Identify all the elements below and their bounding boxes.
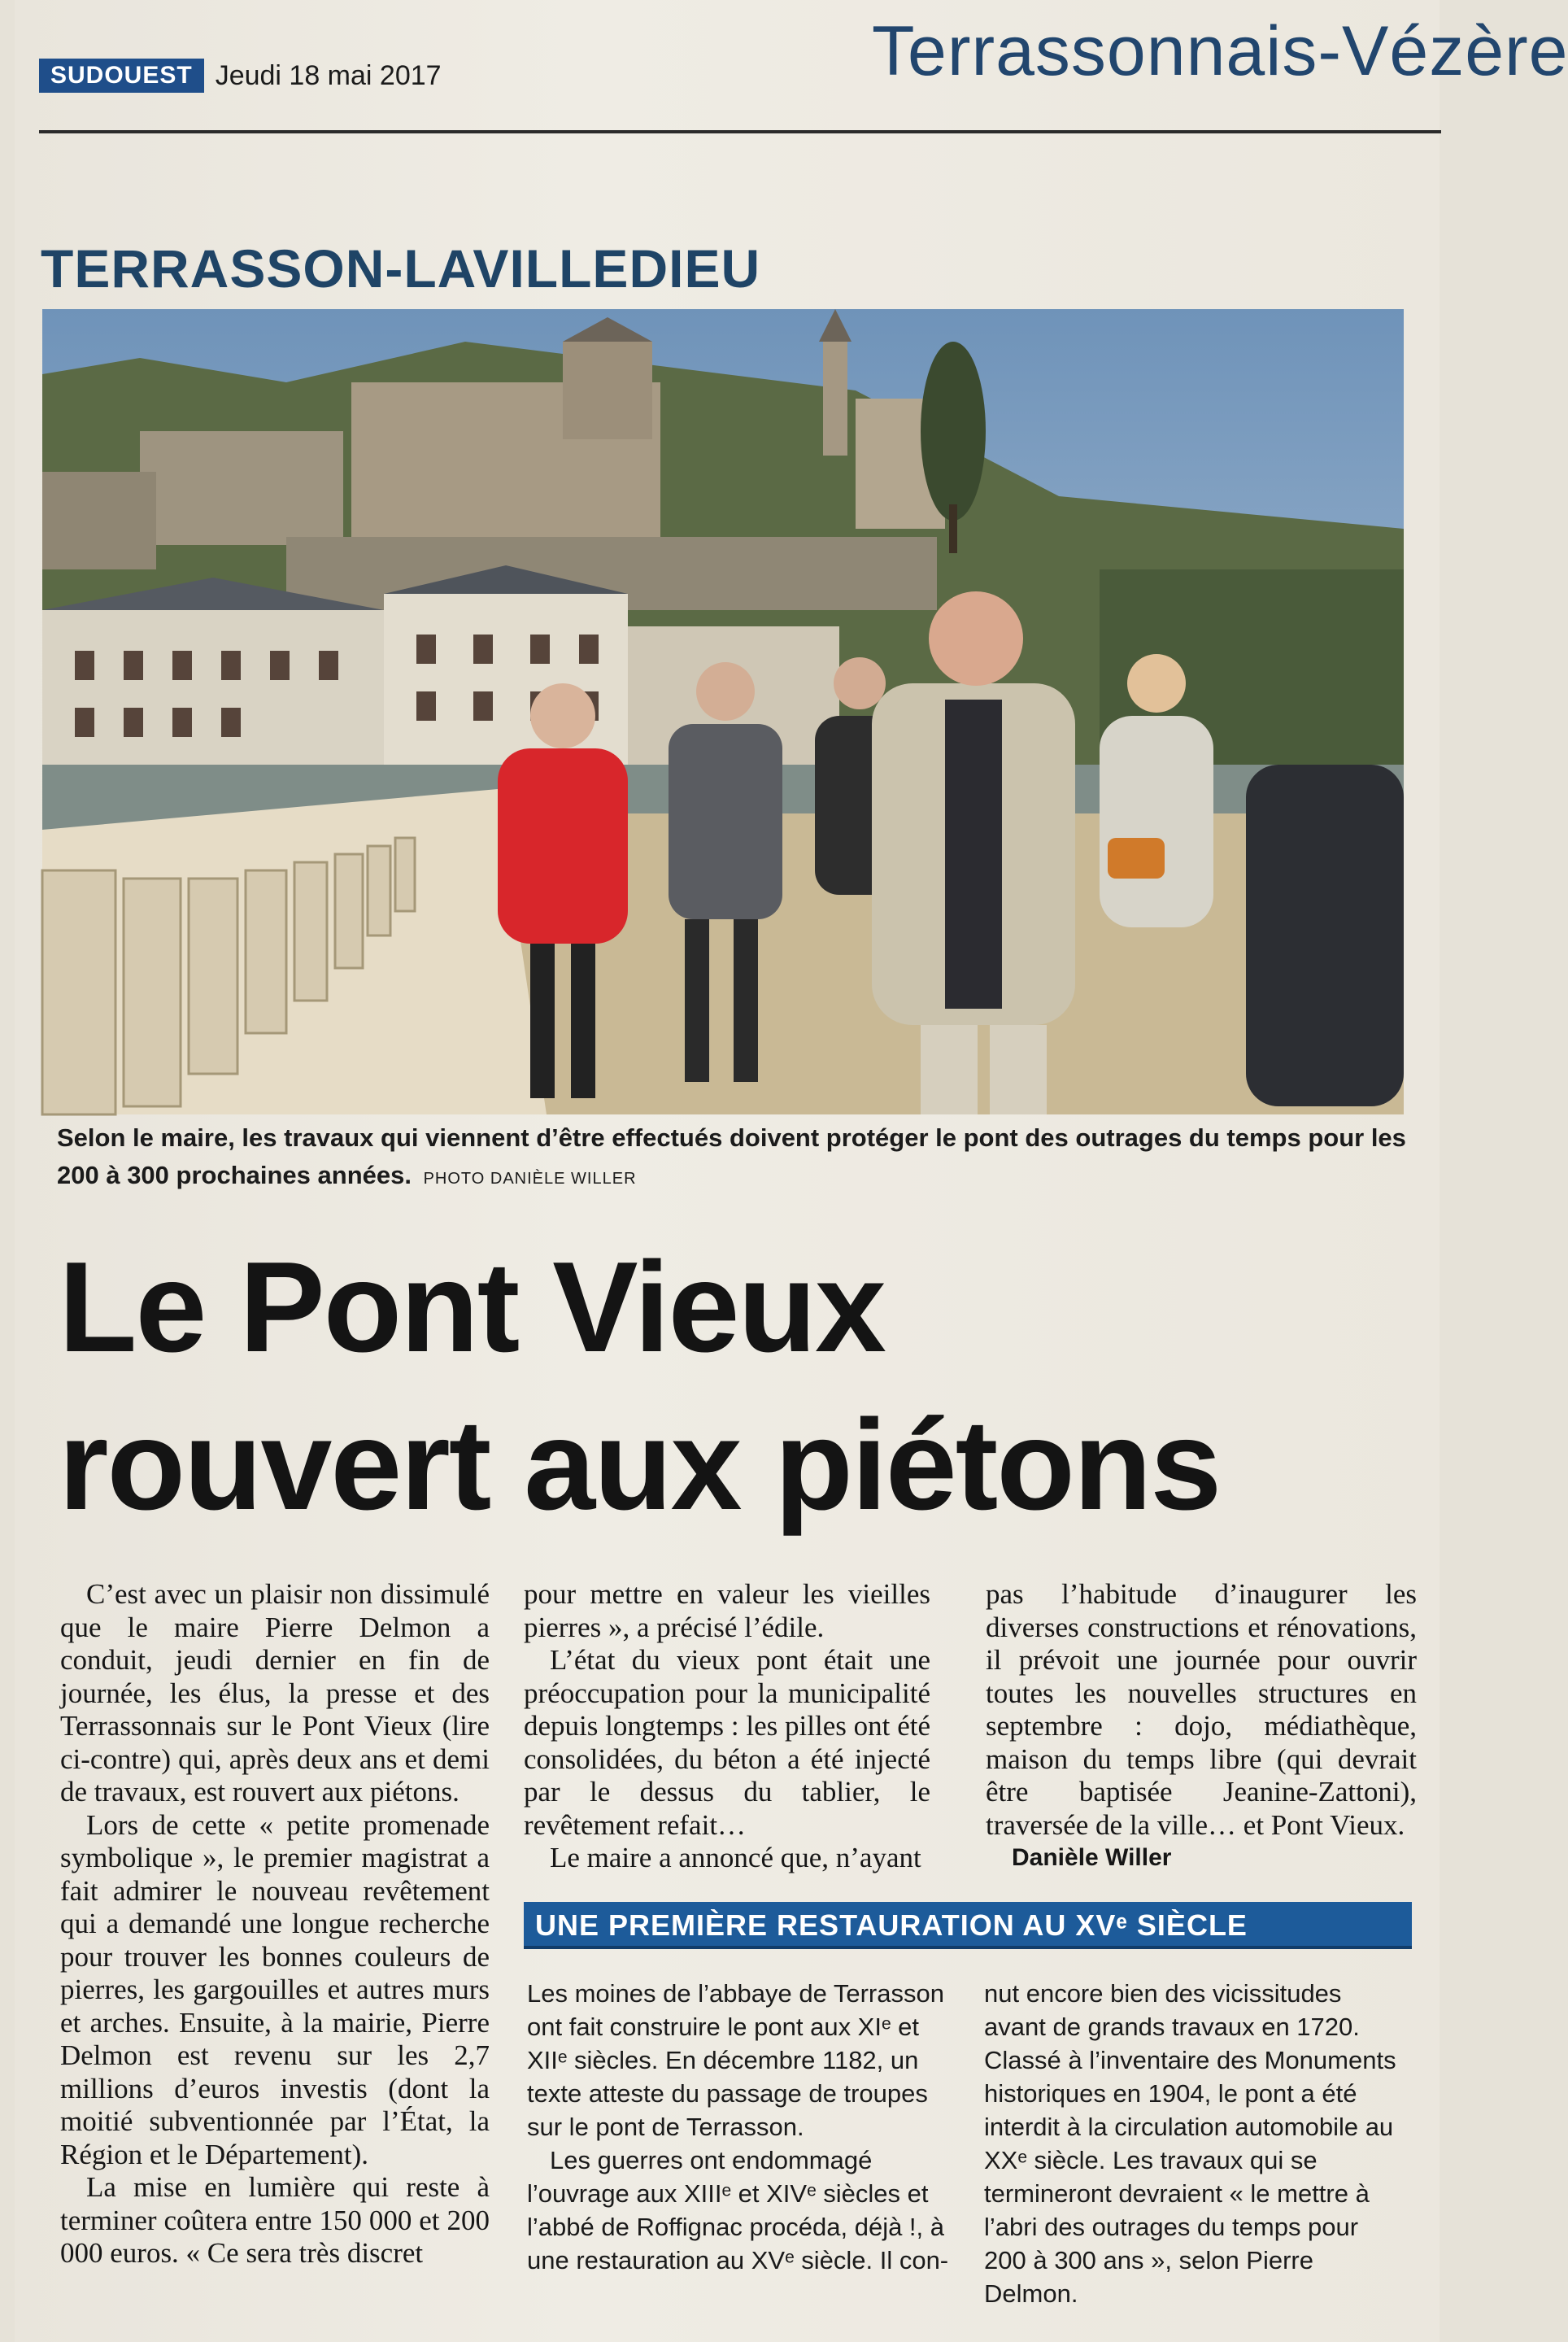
box-column-1 bbox=[527, 1977, 950, 2277]
paragraph: La mise en lumière qui reste à terminer coûtera entre 150 000 et 200 000 euros. « Ce sera très discret bbox=[60, 2171, 490, 2269]
paragraph: pour mettre en valeur les vieilles pierres », a précisé l’édile. bbox=[524, 1578, 930, 1643]
article-headline bbox=[59, 1228, 1425, 1544]
photo-caption bbox=[57, 1119, 1407, 1197]
article-photo bbox=[42, 309, 1404, 1114]
issue-date: Jeudi 18 mai 2017 bbox=[215, 59, 442, 91]
section-title: Terrassonnais-Vézère bbox=[872, 12, 1568, 90]
paragraph: pas l’habitude d’inaugurer les diverses constructions et rénovations, il prévoit une journée pour ouvrir toutes les nouvelles structures en septembre : dojo, médiathèque, maison du temps libre (qui devrait être baptisée Jeanine-Zattoni), traversée de la ville… et Pont Vieux. bbox=[986, 1578, 1417, 1841]
box-column-2 bbox=[984, 1977, 1407, 2310]
headline-line-2: rouvert aux piétons bbox=[59, 1393, 1221, 1537]
article-column-1 bbox=[60, 1578, 490, 2270]
location-kicker: TERRASSON-LAVILLEDIEU bbox=[41, 238, 761, 299]
paragraph: Lors de cette « petite promenade symbolique », le premier magistrat a fait admirer le nouveau revêtement qui a demandé une longue recherche pour trouver les bonnes couleurs de pierres, les gargouilles et autres murs et arches. Ensuite, à la mairie, Pierre Delmon est revenu sur les 2,7 millions d’euros investis (dont la moitié subventionnée par l’État, la Région et le Département). bbox=[60, 1808, 490, 2170]
masthead bbox=[39, 59, 442, 93]
paragraph: nut encore bien des vicissitudes avant de grands travaux en 1720. Classé à l’inventaire des Monuments historiques en 1904, le pont a été interdit à la circulation automobile au XXᵉ siècle. Les travaux qui se termineront devraient « le mettre à l’abri des outrages du temps pour 200 à 300 ans », selon Pierre Delmon. bbox=[984, 1979, 1396, 2308]
author-signature: Danièle Willer bbox=[1012, 1844, 1172, 1871]
photo-credit: PHOTO DANIÈLE WILLER bbox=[423, 1170, 637, 1188]
article-column-3 bbox=[986, 1578, 1417, 1875]
article-column-2 bbox=[524, 1578, 930, 1875]
paragraph: Le maire a annoncé que, n’ayant bbox=[550, 1842, 921, 1873]
box-title-banner: UNE PREMIÈRE RESTAURATION AU XVᵉ SIÈCLE bbox=[524, 1902, 1412, 1949]
paragraph: L’état du vieux pont était une préoccupation pour la municipalité depuis longtemps : les pilles ont été consolidées, du béton a été injecté par le dessus du tablier, le revêtement refait… bbox=[524, 1644, 930, 1841]
newspaper-logo: SUDOUEST bbox=[39, 59, 204, 93]
header-rule bbox=[39, 130, 1441, 133]
paragraph: C’est avec un plaisir non dissimulé que le maire Pierre Delmon a conduit, jeudi dernier en fin de journée, les élus, la presse et des Terrassonnais sur le Pont Vieux (lire ci-contre) qui, après deux ans et demi de travaux, est rouvert aux piétons. bbox=[60, 1578, 490, 1808]
headline-line-1: Le Pont Vieux bbox=[59, 1236, 885, 1379]
paragraph: Les guerres ont endommagé l’ouvrage aux XIIIᵉ et XIVᵉ siècles et l’abbé de Roffignac procéda, déjà !, à une restauration au XVᵉ siècle. Il con- bbox=[527, 2146, 949, 2274]
bridge-photo-illustration bbox=[42, 309, 1404, 1114]
paragraph: Les moines de l’abbaye de Terrasson ont fait construire le pont aux XIᵉ et XIIᵉ siècles. En décembre 1182, un texte atteste du passage de troupes sur le pont de Terrasson. bbox=[527, 1979, 944, 2141]
caption-text: Selon le maire, les travaux qui viennent d’être effectués doivent protéger le pont des outrages du temps pour les 200 à 300 prochaines années. bbox=[57, 1123, 1406, 1189]
